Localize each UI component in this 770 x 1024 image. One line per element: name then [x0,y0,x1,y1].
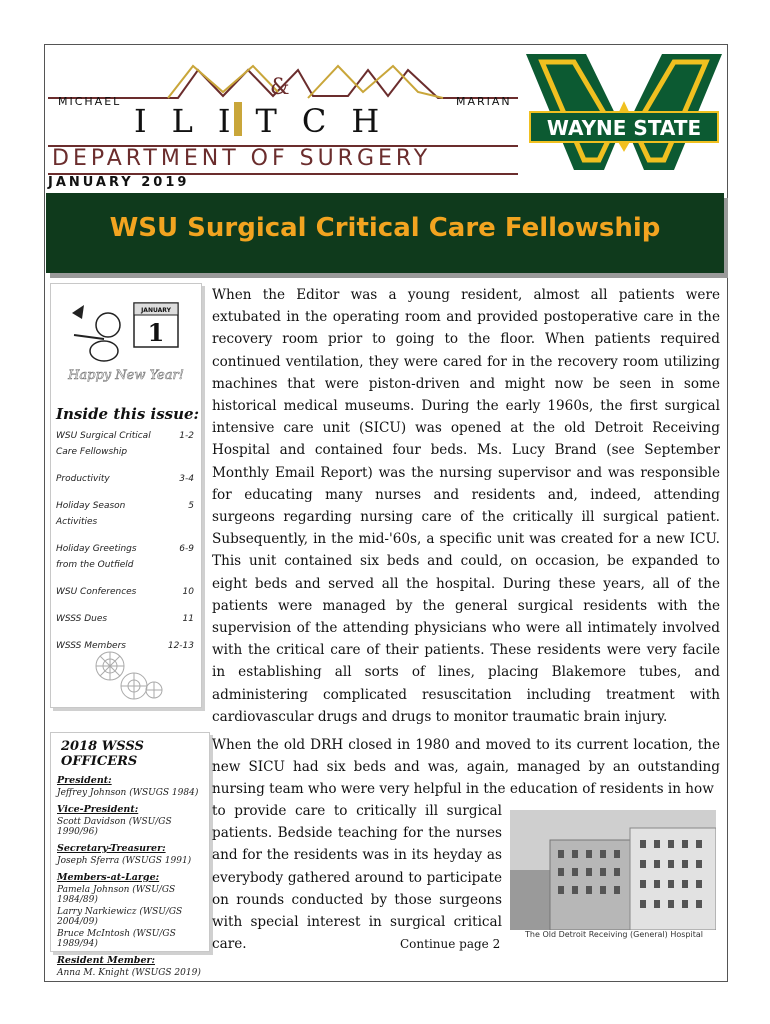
officer-name: Anna M. Knight (WSUGS 2019) [57,968,201,978]
department-bar [48,145,518,175]
toc-title: Inside this issue: [56,405,200,423]
toc-item[interactable] [56,584,194,600]
title-banner [46,193,724,273]
toc-item-title: WSSS Members [56,641,126,651]
toc-item-title: Holiday Season Activities [56,501,126,527]
continue-link[interactable]: Continue page 2 [400,937,501,951]
happy-new-year-text: Happy New Year! [68,368,184,383]
calendar-day-text: 1 [147,318,165,347]
new-year-clipart [64,295,188,385]
svg-text:&: & [270,75,290,100]
toc-item-title: WSU Conferences [56,587,137,597]
toc-item-title: Holiday Greetings from the Outfield [56,544,137,570]
table-of-contents [56,428,194,665]
officers-title: 2018 WSSS OFFICERS [61,739,144,769]
toc-item[interactable] [56,471,194,487]
logo-michael: MICHAEL [58,95,122,108]
photo-caption: The Old Detroit Receiving (General) Hospital [525,930,703,939]
snowflake-icon [86,648,166,704]
officer-role: Secretary-Treasurer: [57,843,166,854]
officer-name: Joseph Sferra (WSUGS 1991) [57,856,192,866]
hospital-photo [510,810,716,930]
officer-name: Jeffrey Johnson (WSUGS 1984) [57,788,199,798]
wayne-state-logo [524,52,724,172]
toc-item[interactable] [56,498,194,530]
officer-name: Larry Narkiewicz (WSU/GS 2004/09) [57,907,183,927]
toc-item-pages: 10 [182,587,194,597]
toc-item-pages: 5 [188,501,194,511]
toc-item-pages: 1-2 [179,431,194,441]
article-paragraph: to provide care to critically ill surgical patients. Bedside teaching for the nurses and for the residents was in its heyday as everybody gathered around to participate on rounds conducted by those surgeons with special interest in surgical critical care. [212,803,502,953]
toc-item[interactable] [56,541,194,573]
toc-item-title: WSSS Dues [56,614,108,624]
calendar-month-text: JANUARY [141,307,171,314]
officer-name: Bruce McIntosh (WSU/GS 1989/94) [57,929,176,949]
officer-name: Scott Davidson (WSU/GS 1990/96) [57,817,172,837]
department-name: DEPARTMENT OF SURGERY [52,146,432,171]
toc-item-pages: 11 [182,614,194,624]
toc-item[interactable] [56,611,194,627]
article-title: WSU Surgical Critical Care Fellowship [109,213,661,243]
toc-item-title: Productivity [56,474,110,484]
toc-item-pages: 3-4 [179,474,194,484]
toc-item-pages: 6-9 [179,544,194,554]
toc-item[interactable] [56,428,194,460]
officers-box [50,732,210,978]
article-paragraph: When the Editor was a young resident, almost all patients were extubated in the operating room and provided postoperative care in the recovery room prior to going to the floor. When patients required continued ventilation, they were cared for in the recovery room utilizing machines that were piston-driven and might now be seen in some historical medical museums. During the early 1960s, the first surgical intensive care unit (SICU) was opened at the old Detroit Receiving Hospital and contained four beds. Ms. Lucy Brand (see September Monthly Email Report) was the nursing supervisor and was responsible for educating many nurses and residents and, indeed, attending surgeons regarding nursing care of the critically ill surgical patient. Subsequently, in the mid-'60s, a specific unit was created for a new ICU. This unit contained six beds and could, on occasion, be expanded to eight beds and served all the hospital. During these years, all of the patients were managed by the general surgical residents with the supervision of the attending physicians who were all intimately involved with the critical care of their patients. These residents were very facile in establishing all sorts of lines, placing Blakemore tubes, and administering complicated resuscitation including treatment with cardiovascular drugs and drugs to monitor traumatic brain injury. [212,287,720,725]
logo-marian: MARIAN [456,95,512,108]
toc-item-title: WSU Surgical Critical Care Fellowship [56,431,151,457]
officer-role: Vice-President: [57,804,139,815]
officer-role: President: [57,775,112,786]
svg-text:WAYNE STATE: WAYNE STATE [546,116,702,140]
toc-item-pages: 12-13 [167,641,194,651]
officer-role: Resident Member: [57,955,155,966]
issue-date: JANUARY 2019 [48,175,190,190]
logo-ilitch: ILITCH [134,102,405,140]
officer-role: Members-at-Large: [57,872,160,883]
officer-name: Pamela Johnson (WSU/GS 1984/89) [57,885,176,905]
article-paragraph: When the old DRH closed in 1980 and moved to its current location, the new SICU had six beds and was, again, managed by an outstanding nursing team who were very helpful in the education of residents in how [212,737,720,798]
